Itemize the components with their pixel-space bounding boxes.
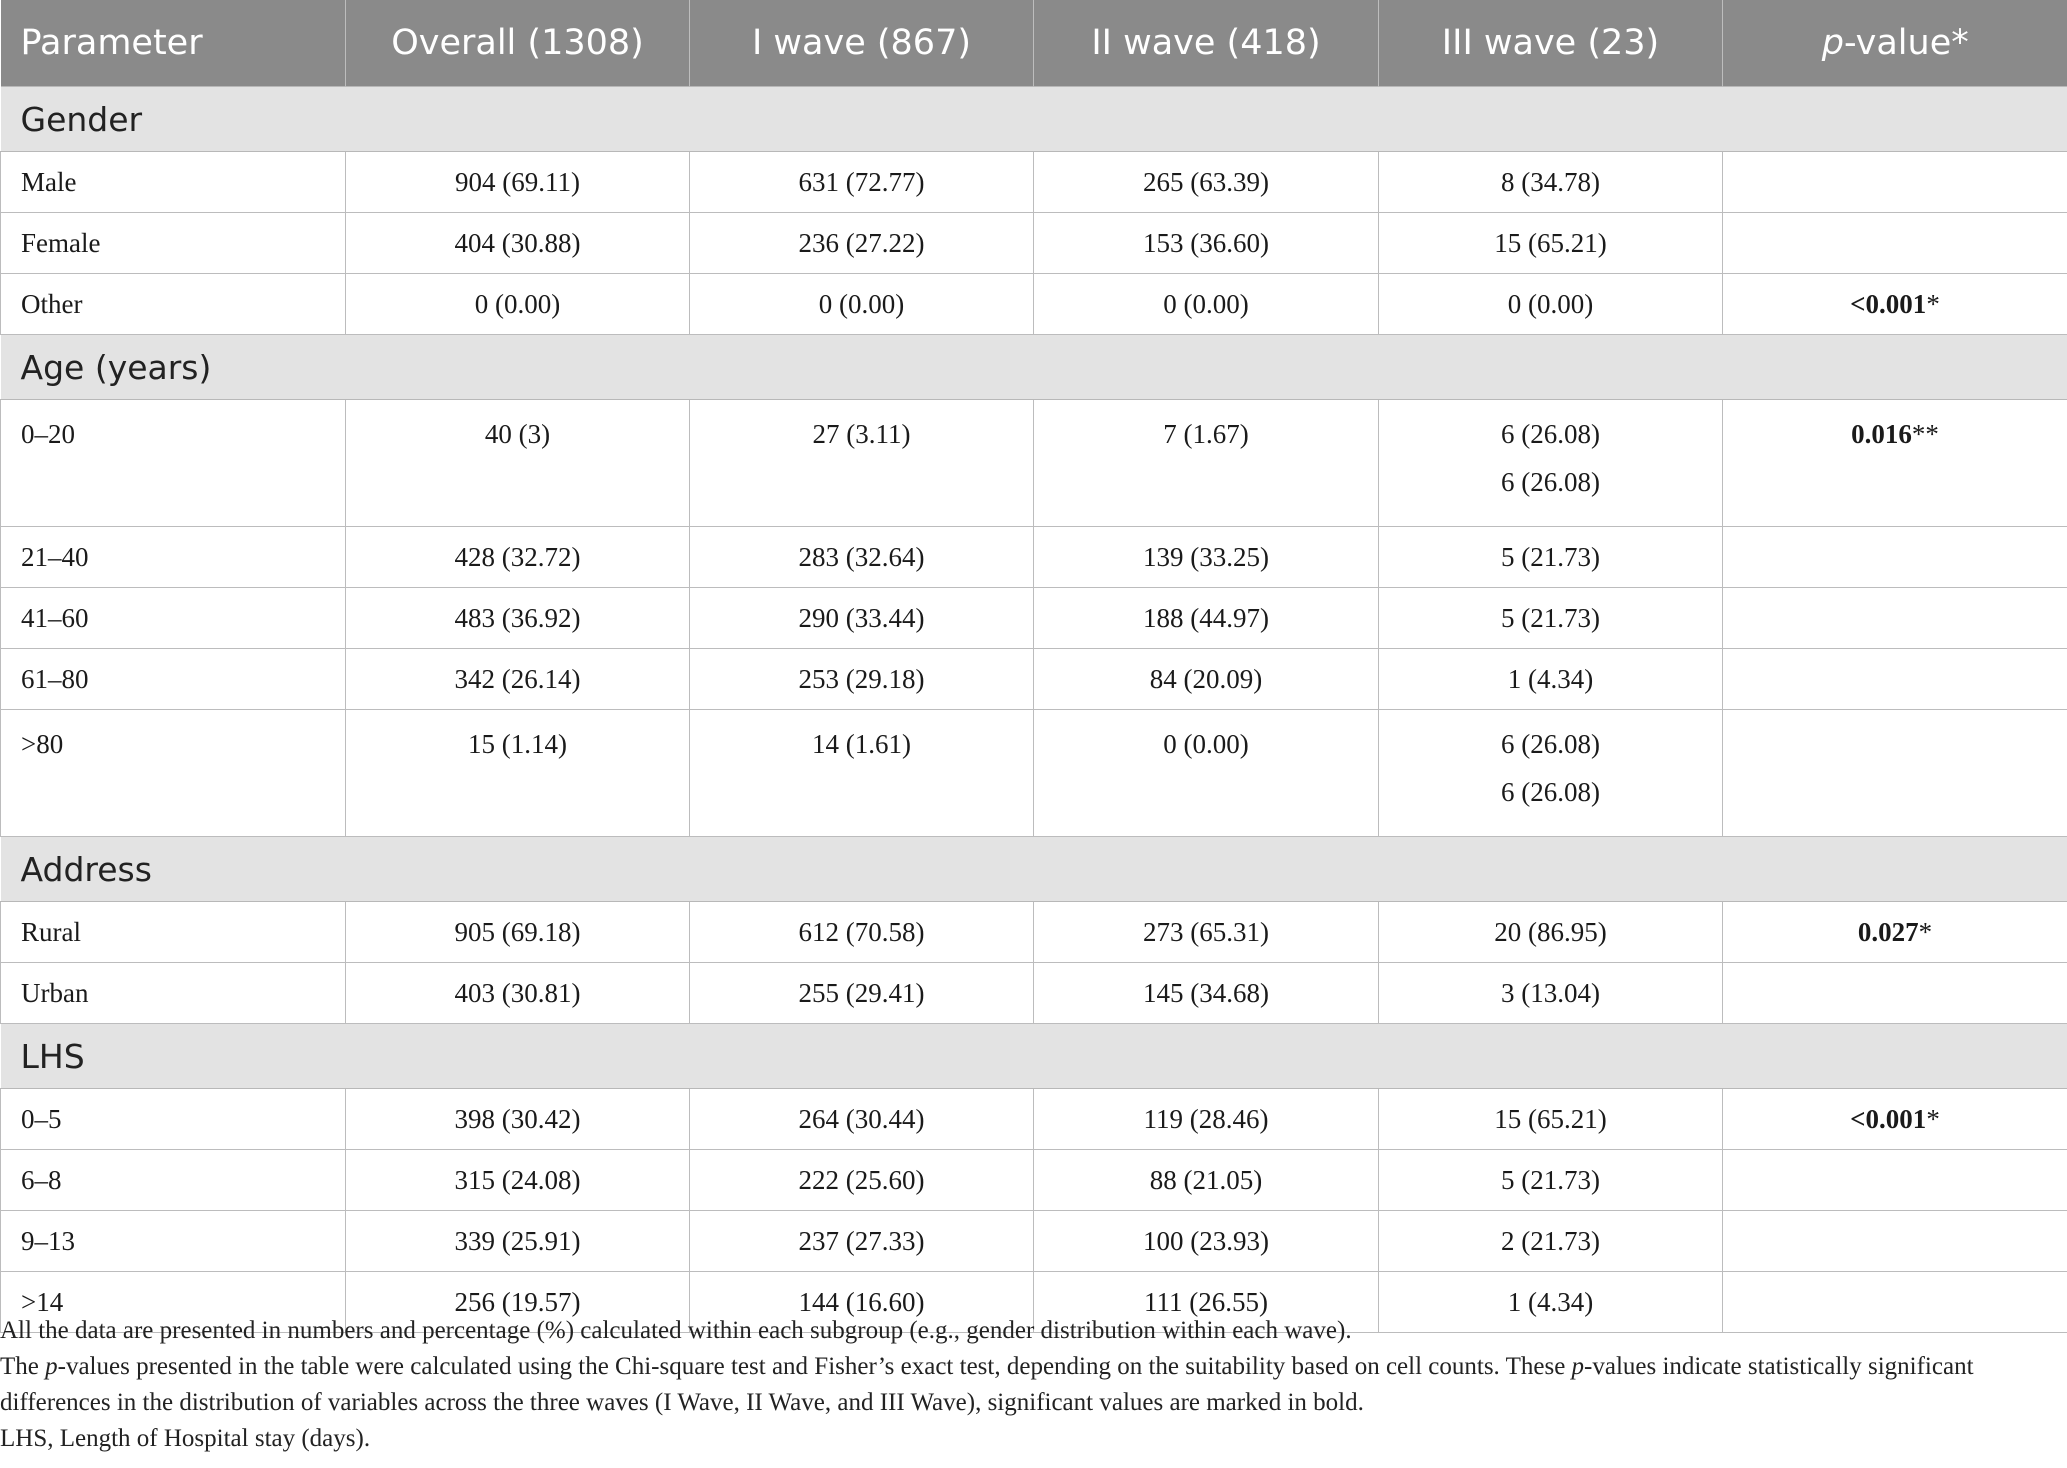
col-header-overall: Overall (1308)	[346, 0, 690, 87]
cell-p-value	[1723, 527, 2067, 588]
footnote-p-value-method: The p-values presented in the table were calculated using the Chi-square test and Fisher’s exact test, depending on the suitability based on cell counts. These p-values indicate statistically significant differences in the distribution of variables across the three waves (I Wave, II Wave, and III Wave), significant values are marked in bold.	[0, 1353, 1974, 1416]
cell-wave2: 119 (28.46)	[1034, 1089, 1379, 1150]
cell-wave3: 5 (21.73)	[1379, 588, 1723, 649]
table-body	[1, 87, 2067, 1333]
cell-wave2: 188 (44.97)	[1034, 588, 1379, 649]
table-row	[1, 588, 2067, 649]
cell-wave2: 0 (0.00)	[1034, 274, 1379, 335]
cell-p-value: 0.027*	[1723, 902, 2067, 963]
cell-wave1: 14 (1.61)	[690, 710, 1034, 837]
table-row	[1, 400, 2067, 527]
table-row	[1, 649, 2067, 710]
table-row	[1, 1150, 2067, 1211]
cell-overall: 398 (30.42)	[346, 1089, 690, 1150]
section-title: Address	[1, 837, 2067, 902]
cell-wave1: 631 (72.77)	[690, 152, 1034, 213]
cell-wave3: 5 (21.73)	[1379, 1150, 1723, 1211]
header-row	[1, 0, 2067, 87]
section-title: Age (years)	[1, 335, 2067, 400]
row-label: Other	[1, 274, 346, 335]
section-title: LHS	[1, 1024, 2067, 1089]
table-row	[1, 1089, 2067, 1150]
section-title: Gender	[1, 87, 2067, 152]
cell-overall: 342 (26.14)	[346, 649, 690, 710]
cell-p-value: <0.001*	[1723, 274, 2067, 335]
table-row	[1, 1211, 2067, 1272]
footnotes	[0, 1313, 2060, 1457]
cell-overall: 428 (32.72)	[346, 527, 690, 588]
row-label: Urban	[1, 963, 346, 1024]
cell-p-value	[1723, 1150, 2067, 1211]
cell-overall: 15 (1.14)	[346, 710, 690, 837]
section-row	[1, 335, 2067, 400]
row-label: >14	[1, 1272, 346, 1333]
cell-wave3: 20 (86.95)	[1379, 902, 1723, 963]
table-row	[1, 527, 2067, 588]
cell-wave1: 612 (70.58)	[690, 902, 1034, 963]
table-row	[1, 274, 2067, 335]
cell-overall: 904 (69.11)	[346, 152, 690, 213]
cell-overall: 0 (0.00)	[346, 274, 690, 335]
cell-overall: 404 (30.88)	[346, 213, 690, 274]
cell-wave2: 0 (0.00)	[1034, 710, 1379, 837]
cell-p-value	[1723, 213, 2067, 274]
cell-wave2: 265 (63.39)	[1034, 152, 1379, 213]
cell-overall: 483 (36.92)	[346, 588, 690, 649]
row-label: Female	[1, 213, 346, 274]
table-row	[1, 963, 2067, 1024]
section-row	[1, 1024, 2067, 1089]
cell-wave2: 7 (1.67)	[1034, 400, 1379, 527]
cell-p-value: 0.016**	[1723, 400, 2067, 527]
cell-wave2: 273 (65.31)	[1034, 902, 1379, 963]
cell-wave1: 255 (29.41)	[690, 963, 1034, 1024]
cell-overall: 905 (69.18)	[346, 902, 690, 963]
table-row	[1, 152, 2067, 213]
cell-p-value	[1723, 152, 2067, 213]
cell-wave2: 111 (26.55)	[1034, 1272, 1379, 1333]
cell-p-value	[1723, 963, 2067, 1024]
row-label: 61–80	[1, 649, 346, 710]
table-row	[1, 902, 2067, 963]
cell-overall: 256 (19.57)	[346, 1272, 690, 1333]
cell-wave2: 100 (23.93)	[1034, 1211, 1379, 1272]
col-header-wave-2: II wave (418)	[1034, 0, 1379, 87]
row-label: 0–20	[1, 400, 346, 527]
row-label: 0–5	[1, 1089, 346, 1150]
cell-wave1: 290 (33.44)	[690, 588, 1034, 649]
cell-wave1: 253 (29.18)	[690, 649, 1034, 710]
cell-wave3: 1 (4.34)	[1379, 1272, 1723, 1333]
table-row	[1, 213, 2067, 274]
cell-overall: 339 (25.91)	[346, 1211, 690, 1272]
row-label: 21–40	[1, 527, 346, 588]
row-label: 9–13	[1, 1211, 346, 1272]
cell-wave3: 2 (21.73)	[1379, 1211, 1723, 1272]
cell-p-value	[1723, 710, 2067, 837]
cell-wave3: 6 (26.08) 6 (26.08)	[1379, 400, 1723, 527]
row-label: 41–60	[1, 588, 346, 649]
cell-overall: 403 (30.81)	[346, 963, 690, 1024]
col-header-p-value: p-value*	[1723, 0, 2067, 87]
cell-wave3-extra: 6 (26.08)	[1501, 777, 1600, 807]
cell-wave3-extra: 6 (26.08)	[1501, 467, 1600, 497]
table-row	[1, 710, 2067, 837]
cell-wave1: 222 (25.60)	[690, 1150, 1034, 1211]
table-header	[1, 0, 2067, 87]
cell-wave2: 145 (34.68)	[1034, 963, 1379, 1024]
col-header-wave-3: III wave (23)	[1379, 0, 1723, 87]
cell-overall: 40 (3)	[346, 400, 690, 527]
cell-wave3: 5 (21.73)	[1379, 527, 1723, 588]
cell-wave2: 139 (33.25)	[1034, 527, 1379, 588]
col-header-parameter: Parameter	[1, 0, 346, 87]
cell-wave2: 153 (36.60)	[1034, 213, 1379, 274]
row-label: 6–8	[1, 1150, 346, 1211]
row-label: >80	[1, 710, 346, 837]
row-label: Rural	[1, 902, 346, 963]
cell-wave3: 8 (34.78)	[1379, 152, 1723, 213]
cell-wave3: 3 (13.04)	[1379, 963, 1723, 1024]
cell-overall: 315 (24.08)	[346, 1150, 690, 1211]
cell-wave2: 88 (21.05)	[1034, 1150, 1379, 1211]
cell-p-value: <0.001*	[1723, 1089, 2067, 1150]
cell-wave2: 84 (20.09)	[1034, 649, 1379, 710]
cell-wave1: 27 (3.11)	[690, 400, 1034, 527]
cell-wave1: 144 (16.60)	[690, 1272, 1034, 1333]
section-row	[1, 837, 2067, 902]
cell-wave3: 15 (65.21)	[1379, 1089, 1723, 1150]
section-row	[1, 87, 2067, 152]
col-header-wave-1: I wave (867)	[690, 0, 1034, 87]
cell-p-value	[1723, 588, 2067, 649]
cell-wave3: 15 (65.21)	[1379, 213, 1723, 274]
cell-wave1: 0 (0.00)	[690, 274, 1034, 335]
row-label: Male	[1, 152, 346, 213]
footnote-lhs-abbreviation: LHS, Length of Hospital stay (days).	[0, 1425, 371, 1452]
cell-wave3: 6 (26.08) 6 (26.08)	[1379, 710, 1723, 837]
cell-wave1: 236 (27.22)	[690, 213, 1034, 274]
cell-wave1: 264 (30.44)	[690, 1089, 1034, 1150]
cell-p-value	[1723, 649, 2067, 710]
cell-wave1: 237 (27.33)	[690, 1211, 1034, 1272]
cell-wave3: 1 (4.34)	[1379, 649, 1723, 710]
cell-p-value	[1723, 1211, 2067, 1272]
footnote-data-description: All the data are presented in numbers and percentage (%) calculated within each subgroup (e.g., gender distribution within each wave).	[0, 1317, 1352, 1344]
cell-wave3: 0 (0.00)	[1379, 274, 1723, 335]
cell-wave1: 283 (32.64)	[690, 527, 1034, 588]
